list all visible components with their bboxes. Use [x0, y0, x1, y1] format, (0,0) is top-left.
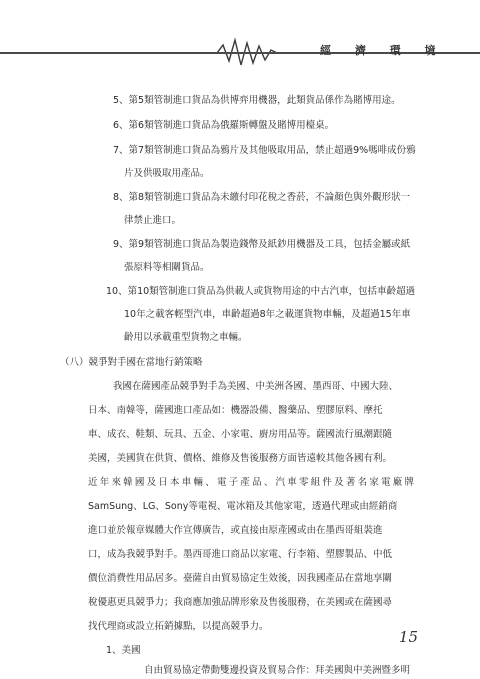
paragraph-line-7: 進口並於報章媒體大作宣傳廣告，或直接由原產國或由在墨西哥組裝進 — [88, 525, 383, 536]
paragraph-line-9: 價位消費性用品居多。臺薩自由貿易協定生效後，因我國產品在當地享關 — [88, 573, 393, 584]
header-title: 經 濟 環 境 — [320, 44, 446, 57]
list-item-10-line-1: 10、第10類管制進口貨品為供載人或貨物用途的中古汽車，包括車齡超過 — [106, 286, 416, 297]
paragraph-line-1: 我國在薩國產品競爭對手為美國、中美洲各國、墨西哥、中國大陸、 — [113, 381, 399, 392]
subsection-heading: 1、美國 — [106, 645, 141, 656]
paragraph-line-11: 找代理商或設立拓銷據點，以提高競爭力。 — [88, 621, 269, 632]
section-heading: （八）競爭對手國在當地行銷策略 — [60, 357, 203, 368]
page-number: 15 — [398, 628, 418, 646]
paragraph-line-3: 車、成衣、鞋類、玩具、五金、小家電、廚房用品等。薩國流行風潮跟隨 — [88, 429, 393, 440]
list-item-7-line-2: 片及供吸取用產品。 — [124, 168, 210, 179]
list-item-9-line-2: 張原料等相關貨品。 — [124, 262, 210, 273]
list-item-10-line-3: 齡用以承載重型貨物之車輛。 — [124, 332, 248, 343]
paragraph-line-8: 口，成為我競爭對手。墨西哥進口商品以家電、行李箱、塑膠製品、中低 — [88, 549, 393, 560]
list-item-9-line-1: 9、第9類管制進口貨品為製造錢幣及紙鈔用機器及工具，包括金屬或紙 — [113, 239, 411, 250]
list-item-10-line-2: 10年之載客輕型汽車，車齡超過8年之載運貨物車輛，及超過15年車 — [124, 309, 411, 320]
paragraph-line-6: SamSung、LG、Sony等電視、電冰箱及其他家電，透過代理或由經銷商 — [88, 501, 398, 512]
list-item-8-line-2: 律禁止進口。 — [124, 215, 182, 226]
paragraph-line-4: 美國，美國貨在供貨、價格、維修及售後服務方面皆遠較其他各國有利。 — [88, 453, 393, 464]
paragraph-line-10: 稅優惠更具競爭力；我商應加強品牌形象及售後服務，在美國或在薩國尋 — [88, 597, 393, 608]
paragraph-line-2: 日本、南韓等，薩國進口產品如：機器設備、醫藥品、塑膠原料、摩托 — [88, 405, 383, 416]
list-item-6-line-1: 6、第6類管制進口貨品為俄羅斯轉盤及賭博用檯桌。 — [113, 120, 335, 131]
list-item-7-line-1: 7、第7類管制進口貨品為鴉片及其他吸取用品，禁止超過9%嗎啡成份鴉 — [113, 145, 416, 156]
list-item-5-line-1: 5、第5類管制進口貨品為供博弈用機器，此類貨品係作為賭博用途。 — [113, 95, 401, 106]
subparagraph-line-1: 自由貿易協定帶動雙邊投資及貿易合作：拜美國與中美洲暨多明 — [144, 665, 411, 676]
list-item-8-line-1: 8、第8類管制進口貨品為未繳付印花稅之香菸，不論顏色與外觀形狀一 — [113, 192, 411, 203]
paragraph-line-5: 近年來韓國及日本車輛、電子產品、汽車零組件及著名家電廠牌 — [88, 477, 414, 488]
